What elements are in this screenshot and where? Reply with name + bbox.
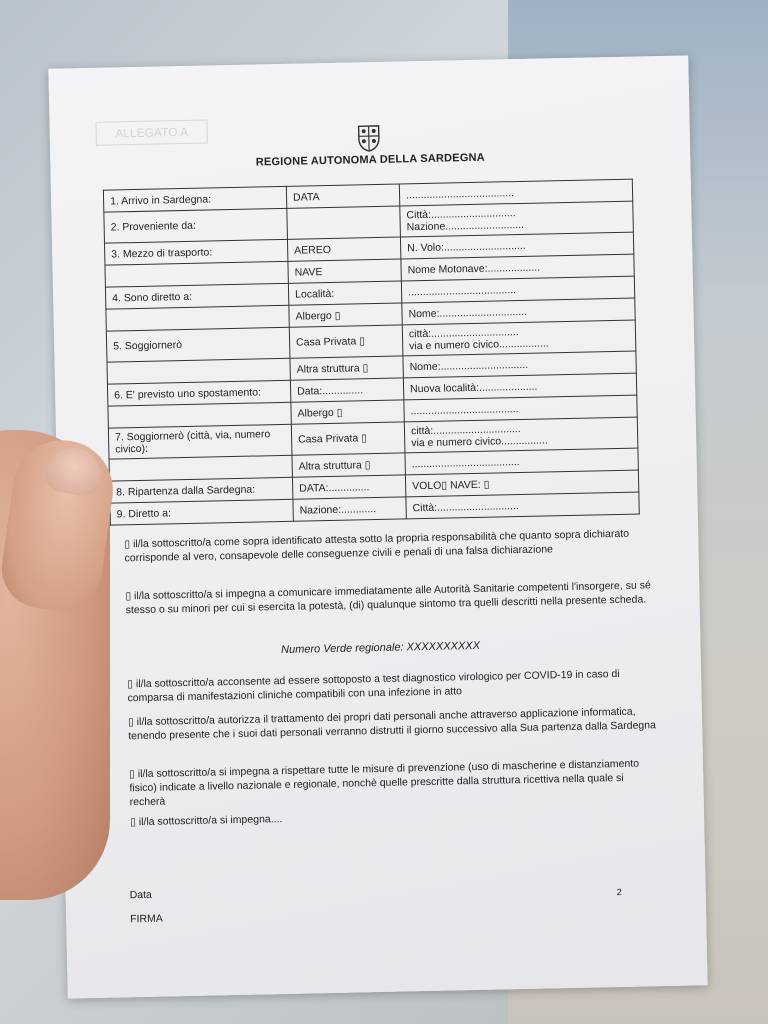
form-cell-label[interactable]: 5. Soggiornerò (106, 327, 290, 362)
form-cell-mid[interactable]: Albergo ▯ (291, 400, 404, 424)
form-cell-mid[interactable]: AEREO (287, 237, 400, 261)
form-cell-right[interactable]: Città:............................. Nazione........................... (400, 201, 634, 237)
form-cell-right[interactable]: VOLO▯ NAVE: ▯ (405, 470, 638, 497)
form-cell-mid[interactable]: NAVE (288, 259, 401, 283)
form-table (103, 179, 640, 526)
form-cell-mid[interactable]: Altra struttura ▯ (292, 453, 405, 477)
form-cell-right[interactable]: Nuova località:.................... (403, 373, 636, 400)
form-cell-right[interactable]: Nome Motonave:.................. (401, 254, 634, 281)
form-cell-label[interactable]: 6. E' previsto uno spostamento: (107, 380, 290, 406)
form-cell-mid[interactable]: Albergo ▯ (289, 303, 402, 327)
form-cell-mid[interactable]: Data:.............. (290, 378, 403, 402)
form-cell-mid[interactable]: DATA (286, 184, 399, 208)
form-cell-right[interactable]: ..................................... (405, 448, 638, 475)
form-cell-right[interactable]: N. Volo:............................ (400, 232, 633, 259)
form-cell-mid[interactable]: Casa Privata ▯ (289, 325, 403, 358)
declaration-paragraph: ▯ il/la sottoscritto/a come sopra identificato attesta sotto la propria responsabilità che quanto sopra dichiarato corrisponde al vero, consapevole delle conseguenze civili e penali di una falsa dichiarazione (124, 527, 630, 565)
form-cell-label[interactable]: 3. Mezzo di trasporto: (104, 239, 287, 265)
form-cell-label[interactable]: 1. Arrivo in Sardegna: (103, 186, 286, 212)
form-cell-mid[interactable] (287, 206, 401, 239)
form-cell-right[interactable]: Nome:.............................. (403, 351, 636, 378)
page-number: 2 (616, 886, 622, 898)
form-cell-right[interactable]: ..................................... (399, 179, 632, 206)
header-title: REGIONE AUTONOMA DELLA SARDEGNA (255, 151, 485, 169)
form-cell-mid[interactable]: Casa Privata ▯ (291, 422, 405, 455)
date-label: Data (129, 888, 152, 902)
form-cell-label[interactable]: 7. Soggiornerò (città, via, numero civico): (108, 424, 292, 459)
form-cell-right[interactable]: città:.............................. via e numero civico................. (402, 320, 636, 356)
bleed-through-label: ALLEGATO A (95, 119, 207, 145)
form-cell-right[interactable]: città:.............................. via e numero civico................ (404, 417, 638, 453)
form-cell-right[interactable]: ..................................... (404, 395, 637, 422)
commitment-paragraph: ▯ il/la sottoscritto/a si impegna a comunicare immediatamente alle Autorità Sanitarie competenti l'insorgere, su sé stesso o su minori per cui si esercita la potestà, (di) qualunque sintomo tra quelli descritti nella presente scheda. (125, 579, 651, 617)
form-cell-mid[interactable]: Località: (288, 281, 401, 305)
privacy-paragraph: ▯ il/la sottoscritto/a autorizza il trattamento dei propri dati personali anche attraverso applicazione informatica, tenendo presente che i suoi dati personali verranno distrutti il giorno successivo alla Sua partenza dalla Sardegna (127, 705, 656, 743)
form-cell-mid[interactable]: Altra struttura ▯ (290, 356, 403, 380)
signature-label: FIRMA (130, 912, 163, 926)
form-cell-mid[interactable]: DATA:.............. (292, 475, 405, 499)
form-cell-label[interactable]: 8. Ripartenza dalla Sardegna: (109, 477, 292, 503)
form-cell-label[interactable]: 9. Diretto a: (110, 499, 293, 525)
form-cell-mid[interactable]: Nazione:............ (293, 497, 406, 521)
paper-sheet (48, 55, 707, 998)
sardinia-crest-icon (356, 122, 383, 153)
form-cell-label[interactable]: 4. Sono diretto a: (105, 283, 288, 309)
prevention-paragraph: ▯ il/la sottoscritto/a si impegna a rispettare tutte le misure di prevenzione (uso di mascherine e distanziamento fisico) indicate a livello nazionale e regionale, nonchè quelle prescritte dalla struttura ricettiva nella quale si recherà (128, 757, 640, 809)
toll-free-number: Numero Verde regionale: XXXXXXXXXX (280, 639, 481, 657)
form-cell-label[interactable]: 2. Proveniente da: (104, 208, 288, 243)
form-cell-right[interactable]: ..................................... (401, 276, 634, 303)
form-cell-right[interactable]: Nome:.............................. (402, 298, 635, 325)
further-commitment-paragraph: ▯ il/la sottoscritto/a si impegna.... (130, 813, 283, 829)
consent-test-paragraph: ▯ il/la sottoscritto/a acconsente ad essere sottoposto a test diagnostico virologico per COVID-19 in caso di comparsa di manifestazioni cliniche compatibili con una infezione in atto (127, 667, 620, 705)
form-cell-right[interactable]: Città:............................ (406, 492, 639, 519)
